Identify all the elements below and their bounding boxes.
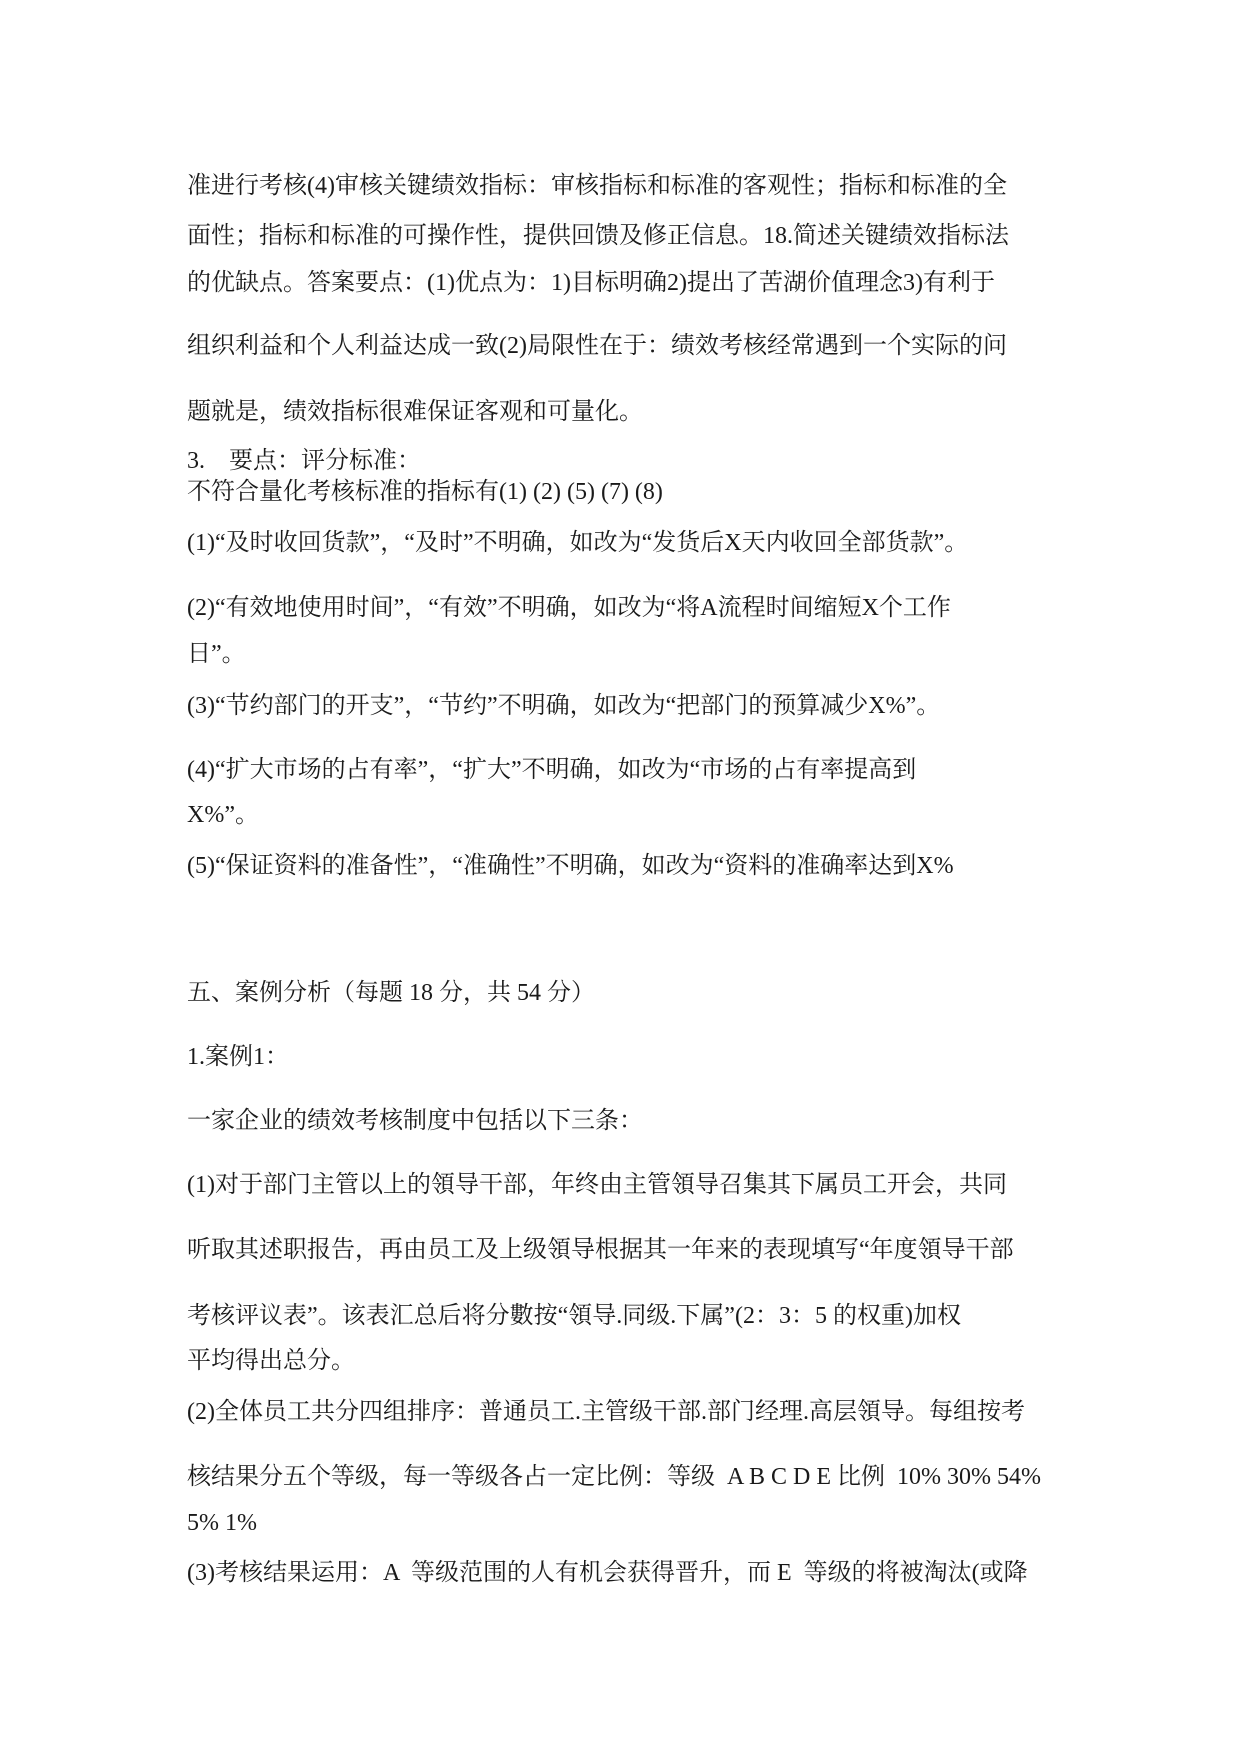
- text-line: 核结果分五个等级，每一等级各占一定比例：等级 A B C D E 比例 10% 30% 54%: [187, 1464, 1041, 1490]
- text-line: 组织利益和个人利益达成一致(2)局限性在于：绩效考核经常遇到一个实际的问: [187, 333, 1007, 359]
- list-item: (2)全体员工共分四组排序：普通员工.主管级干部.部门经理.高层領导。每组按考: [187, 1399, 1025, 1425]
- text-line: 考核评议表”。该表汇总后将分數按“領导.同级.下属”(2：3：5 的权重)加权: [187, 1303, 961, 1329]
- list-item: (3)“节约部门的开支”，“节约”不明确，如改为“把部门的预算减少X%”。: [187, 693, 941, 719]
- case-title: 1.案例1：: [187, 1044, 289, 1070]
- text-line: 5% 1%: [187, 1510, 257, 1536]
- text-line: 面性；指标和标准的可操作性，提供回馈及修正信息。18.简述关键绩效指标法: [187, 223, 1009, 249]
- text-line: 不符合量化考核标准的指标有(1) (2) (5) (7) (8): [187, 479, 663, 505]
- text-line: 一家企业的绩效考核制度中包括以下三条：: [187, 1108, 643, 1134]
- text-line: X%”。: [187, 802, 259, 828]
- text-line: 日”。: [187, 641, 246, 667]
- list-item: (5)“保证资料的准备性”，“准确性”不明确，如改为“资料的准确率达到X%: [187, 853, 954, 879]
- list-item: (2)“有效地使用时间”，“有效”不明确，如改为“将A流程时间缩短X个工作: [187, 595, 951, 621]
- list-item: (1)对于部门主管以上的領导干部，年终由主管領导召集其下属员工开会，共同: [187, 1172, 1007, 1198]
- text-line: 题就是，绩效指标很难保证客观和可量化。: [187, 399, 643, 425]
- section-heading: 五、案例分析（每题 18 分，共 54 分）: [187, 980, 595, 1006]
- list-item: (1)“及时收回货款”，“及时”不明确，如改为“发货后X天内收回全部货款”。: [187, 530, 969, 556]
- list-item: (3)考核结果运用：A 等级范围的人有机会获得晋升，而 E 等级的将被淘汰(或降: [187, 1560, 1028, 1586]
- text-line: 的优缺点。答案要点：(1)优点为：1)目标明确2)提出了苦湖价值理念3)有利于: [187, 270, 995, 296]
- text-line: 准进行考核(4)审核关键绩效指标：审核指标和标准的客观性；指标和标准的全: [187, 173, 1007, 199]
- section-heading: 3. 要点：评分标准：: [187, 448, 421, 474]
- list-item: (4)“扩大市场的占有率”，“扩大”不明确，如改为“市场的占有率提高到: [187, 757, 917, 783]
- text-line: 平均得出总分。: [187, 1348, 355, 1374]
- text-line: 听取其述职报告，再由员工及上级領导根据其一年来的表现填写“年度領导干部: [187, 1237, 1014, 1263]
